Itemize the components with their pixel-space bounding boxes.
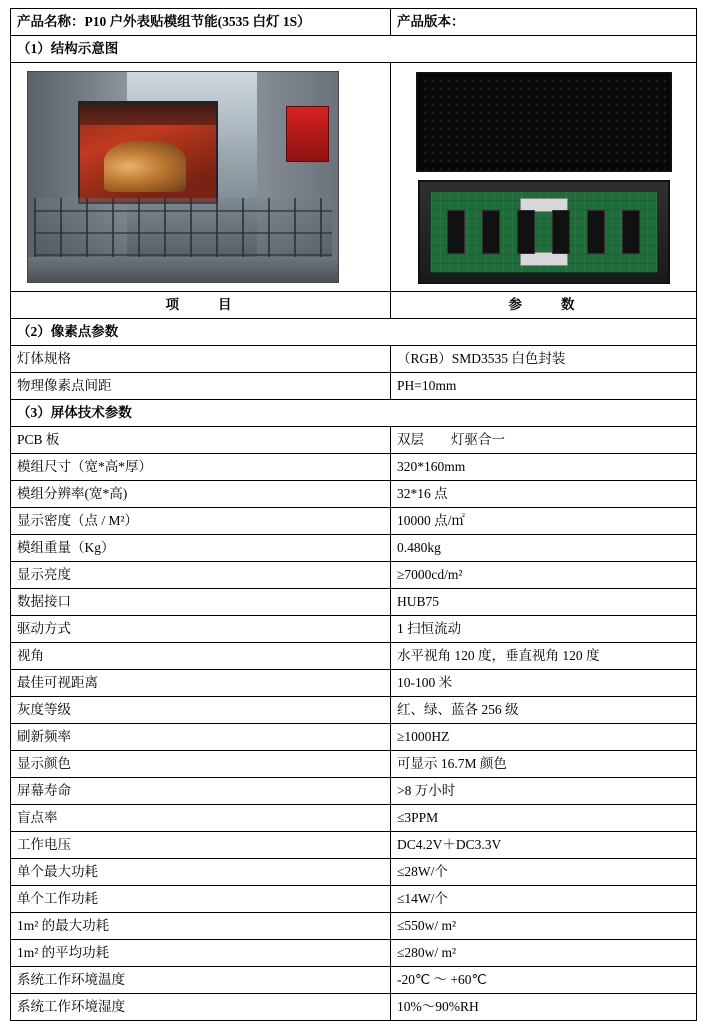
row-label: 系统工作环境温度 [11,967,391,994]
row-value: 10%～90%RH [391,994,697,1021]
module-photos-cell [391,63,697,292]
row-value: 32*16 点 [391,481,697,508]
row-label: 刷新频率 [11,724,391,751]
row-label: 模组分辨率(宽*高) [11,481,391,508]
row-value: ≥1000HZ [391,724,697,751]
spec-table [10,8,697,1021]
row-value: 0.480kg [391,535,697,562]
row-value: DC4.2V＋DC3.3V [391,832,697,859]
row-label: 显示颜色 [11,751,391,778]
table-row [11,697,697,724]
table-row [11,346,697,373]
row-value: （RGB）SMD3535 白色封装 [391,346,697,373]
column-header-param: 参 数 [391,292,697,319]
module-front-photo [416,72,672,172]
column-header-item: 项 目 [11,292,391,319]
row-label: 单个最大功耗 [11,859,391,886]
table-row [11,454,697,481]
row-value: 可显示 16.7M 颜色 [391,751,697,778]
table-row [11,616,697,643]
table-row [11,481,697,508]
row-label: 模组重量（Kg） [11,535,391,562]
table-row [11,967,697,994]
row-value: 320*160mm [391,454,697,481]
section-screen-label: （3）屏体技术参数 [11,400,697,427]
section-screen-row [11,400,697,427]
row-value: ≤28W/个 [391,859,697,886]
table-row [11,832,697,859]
driver-chip [447,210,465,254]
table-row [11,643,697,670]
row-value: ≤550w/ m² [391,913,697,940]
driver-chip [587,210,605,254]
product-version-cell: 产品版本： [391,9,697,36]
table-row [11,940,697,967]
row-label: 单个工作功耗 [11,886,391,913]
table-row [11,859,697,886]
table-row [11,373,697,400]
driver-chip [622,210,640,254]
row-label: 盲点率 [11,805,391,832]
section-pixel-row [11,319,697,346]
row-label: 灯体规格 [11,346,391,373]
row-label: 系统工作环境湿度 [11,994,391,1021]
header-row [11,9,697,36]
column-header-row [11,292,697,319]
section-pixel-label: （2）像素点参数 [11,319,697,346]
table-row [11,994,697,1021]
table-row [11,724,697,751]
row-label: 视角 [11,643,391,670]
table-row [11,508,697,535]
images-row [11,63,697,292]
table-row [11,589,697,616]
row-value: ≤3PPM [391,805,697,832]
row-value: 1 扫恒流动 [391,616,697,643]
row-value: ≤14W/个 [391,886,697,913]
driver-chips [431,192,657,272]
row-label: 显示亮度 [11,562,391,589]
table-row [11,778,697,805]
row-label: 屏幕寿命 [11,778,391,805]
row-label: 驱动方式 [11,616,391,643]
table-row [11,535,697,562]
row-label: 灰度等级 [11,697,391,724]
module-back-photo [418,180,670,284]
row-label: 1m² 的最大功耗 [11,913,391,940]
table-row [11,562,697,589]
row-value: ≤280w/ m² [391,940,697,967]
driver-chip [517,210,535,254]
row-label: 数据接口 [11,589,391,616]
led-screen-display [78,101,218,204]
row-value: ≥7000cd/m² [391,562,697,589]
installation-photo [27,71,339,283]
row-label: PCB 板 [11,427,391,454]
row-label: 1m² 的平均功耗 [11,940,391,967]
row-value: 10000 点/㎡ [391,508,697,535]
row-label: 模组尺寸（宽*高*厚） [11,454,391,481]
red-sign [286,106,328,163]
screen-top-band [80,103,216,125]
row-value: 10-100 米 [391,670,697,697]
installation-photo-cell [11,63,391,292]
section-structure-row [11,36,697,63]
row-value: HUB75 [391,589,697,616]
table-row [11,886,697,913]
pcb-board [430,191,658,273]
table-row [11,751,697,778]
row-label: 最佳可视距离 [11,670,391,697]
section-structure-label: （1）结构示意图 [11,36,697,63]
row-value: 双层 灯驱合一 [391,427,697,454]
row-value: PH=10mm [391,373,697,400]
row-value: 水平视角 120 度，垂直视角 120 度 [391,643,697,670]
row-label: 物理像素点间距 [11,373,391,400]
row-value: >8 万小时 [391,778,697,805]
row-label: 工作电压 [11,832,391,859]
road [28,257,338,282]
driver-chip [552,210,570,254]
row-value: 红、绿、蓝各 256 级 [391,697,697,724]
table-row [11,427,697,454]
table-row [11,670,697,697]
driver-chip [482,210,500,254]
table-row [11,805,697,832]
row-label: 显示密度（点 / M²） [11,508,391,535]
row-value: -20℃ ～ +60℃ [391,967,697,994]
product-name-cell: 产品名称：P10 户外表贴模组节能(3535 白灯 1S） [11,9,391,36]
